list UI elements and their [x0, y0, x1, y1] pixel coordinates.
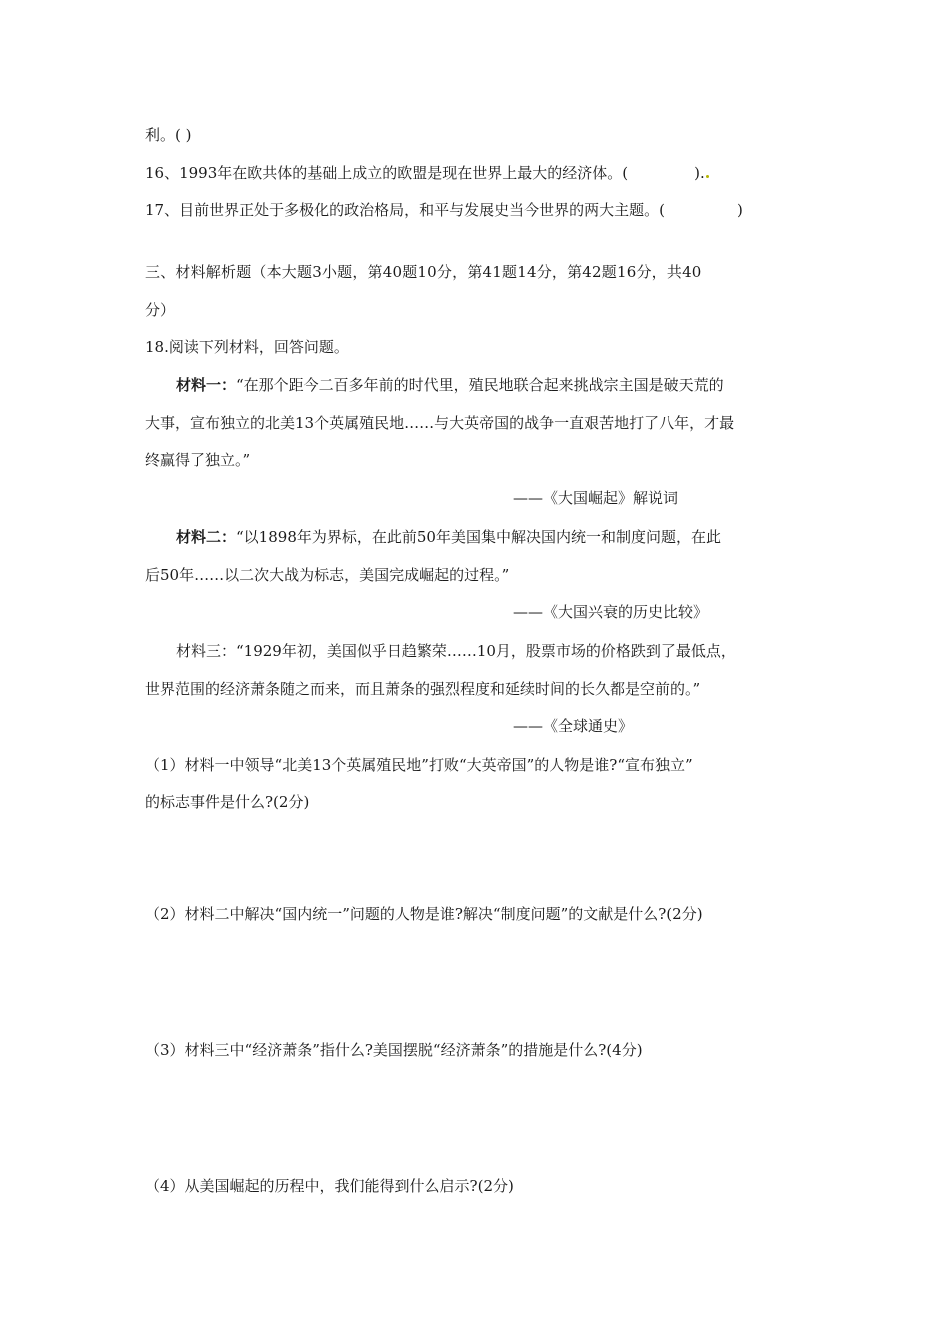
- question-18-prompt: 18.阅读下列材料，回答问题。: [145, 338, 349, 356]
- material-1-source: ——《大国崛起》解说词: [513, 489, 679, 507]
- sub-question-2: （2）材料二中解决“国内统一”问题的人物是谁?解决“制度问题”的文献是什么?(2分): [145, 905, 703, 923]
- material-1-label: 材料一：: [176, 376, 237, 394]
- question-16: [145, 163, 709, 183]
- sub-question-1: （1）材料一中领导“北美13个英属殖民地”打败“大英帝国”的人物是谁?“宣布独立”: [145, 756, 693, 774]
- question-16-end: ).: [694, 164, 705, 182]
- question-17-text: 17、目前世界正处于多极化的政治格局，和平与发展史当今世界的两大主题。(: [145, 201, 665, 219]
- material-1-line-3: 终赢得了独立。”: [145, 451, 251, 469]
- sub-question-3: （3）材料三中“经济萧条”指什么?美国摆脱“经济萧条”的措施是什么?(4分): [145, 1041, 643, 1059]
- material-2-text: “以1898年为界标，在此前50年美国集中解决国内统一和制度问题，在此: [236, 528, 721, 546]
- section-3-heading: 三、材料解析题（本大题3小题，第40题10分，第41题14分，第42题16分，共40: [145, 263, 702, 281]
- material-3: 材料三：“1929年初，美国似乎日趋繁荣……10月，股票市场的价格跌到了最低点，: [176, 642, 736, 660]
- material-1-text: “在那个距今二百多年前的时代里，殖民地联合起来挑战宗主国是破天荒的: [236, 376, 724, 394]
- material-2: [176, 527, 721, 547]
- q15-continuation: 利。( ): [145, 126, 192, 144]
- section-3-heading-cont: 分）: [145, 301, 176, 319]
- question-17-end: ): [736, 201, 743, 219]
- material-2-line-2: 后50年……以二次大战为标志，美国完成崛起的过程。”: [145, 566, 510, 584]
- material-2-label: 材料二：: [176, 528, 237, 546]
- sub-question-4: （4）从美国崛起的历程中，我们能得到什么启示?(2分): [145, 1177, 514, 1195]
- material-3-line-2: 世界范围的经济萧条随之而来，而且萧条的强烈程度和延续时间的长久都是空前的。”: [145, 680, 701, 698]
- question-17: [145, 200, 743, 220]
- question-16-text: 16、1993年在欧共体的基础上成立的欧盟是现在世界上最大的经济体。(: [145, 164, 629, 182]
- material-1: [176, 375, 724, 395]
- material-1-line-2: 大事，宣布独立的北美13个英属殖民地……与大英帝国的战争一直艰苦地打了八年，才最: [145, 414, 735, 432]
- material-2-source: ——《大国兴衰的历史比较》: [513, 603, 709, 621]
- sub-question-1-cont: 的标志事件是什么?(2分): [145, 793, 310, 811]
- material-3-source: ——《全球通史》: [513, 717, 634, 735]
- stray-dot: [706, 175, 709, 178]
